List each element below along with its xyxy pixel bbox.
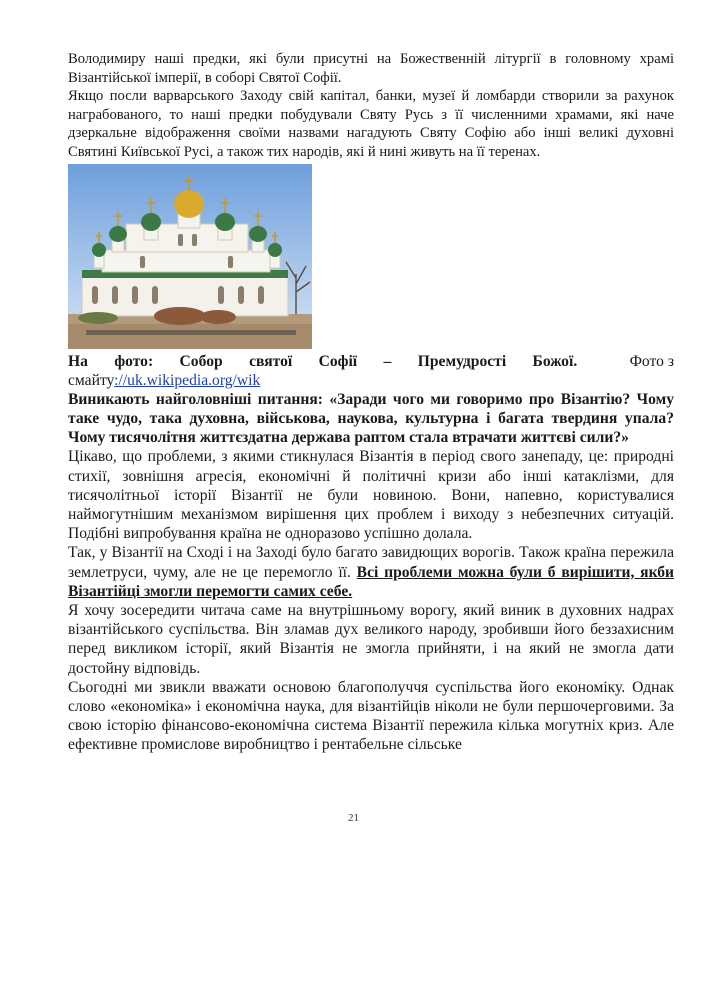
caption-word: Собор (179, 352, 223, 370)
paragraph-intro: Володимиру наші предки, які були присутні на Божественній літургії в головному храмі Візантійської імперії, в соборі Святої Софії. (68, 51, 674, 86)
caption-word: Софії (318, 352, 358, 370)
cathedral-photo (68, 164, 312, 349)
page-number: 21 (348, 812, 359, 824)
key-questions: Виникають найголовніші питання: «Заради чого ми говоримо про Візантію? Чому таке чудо, така духовна, військова, наукова, культурна і багата твердиня упала? Чому тисячолітня життєздатна держава раптом стала втрачати життєві сили?» (68, 390, 674, 447)
paragraph-enemies (68, 543, 674, 601)
paragraph-inner-enemy: Я хочу зосередити читача саме на внутрішньому ворогу, який виник в духовних надрах візантійського суспільства. Він зламав дух великого народу, зробивши його беззахисним перед викликом історії, який Візантія не змогла прийняти, і на який не змогла дати достойну відповідь. (68, 602, 674, 677)
caption-word: Премудрості (417, 352, 507, 370)
paragraph-economy: Сьогодні ми звикли вважати основою благополуччя суспільства його економіку. Однак слово «економіка» і економічна наука, для візантійців ніколи не були першочерговими. За свою історію фінансово-економічна система Візантії пережила кілька могутніх криз. Але ефективне промислове виробництво і рентабельне сільське (68, 678, 674, 754)
caption-word: фото: (114, 352, 154, 370)
caption-source-prefix: Фото з (629, 352, 674, 370)
caption-word: святої (249, 352, 293, 370)
caption-word: Божої. (532, 352, 578, 370)
photo-caption (68, 352, 674, 371)
paragraph-problems: Цікаво, що проблеми, з якими стикнулася Візантія в період свого занепаду, це: природні стихії, зовнішня агресія, економічні й політичні кризи або інші катаклізми, для тисячолітньої історії Візантії не були новиною. Вони, напевно, користувалися наймогутнішим механізмом вирішення цих проблем і виходу з небезпечних ситуацій. Подібні випробування країна не одноразово успішно долала. (68, 448, 674, 543)
caption-source-line (68, 371, 674, 390)
caption-source-line2-prefix: смайту (68, 371, 115, 389)
caption-word: – (383, 352, 392, 370)
paragraph-envoys: Якщо посли варварського Заходу свій капітал, банки, музеї й ломбарди створили за рахунок награбованого, то наші предки побудували Святу Русь з її численними храмами, які наче дзеркальне відображення своїми назвами нагадують Святу Софію або інші великі духовні Святині Київської Русі, а також тих народів, які й нині живуть на її теренах. (68, 88, 674, 160)
paragraph-enemies-text: Так, у Візантії на Сході і на Заході було багато завидющих ворогів. Також країна пережила землетруси, чуму, але не це перемогло її. (68, 544, 674, 581)
emphasis-text: Всі проблеми можна були б вирішити, якби Візантійці змогли перемогти самих себе. (68, 563, 674, 600)
page-content (68, 50, 674, 755)
caption-word: На (68, 352, 88, 370)
source-link[interactable]: ://uk.wikipedia.org/wik (114, 371, 261, 389)
